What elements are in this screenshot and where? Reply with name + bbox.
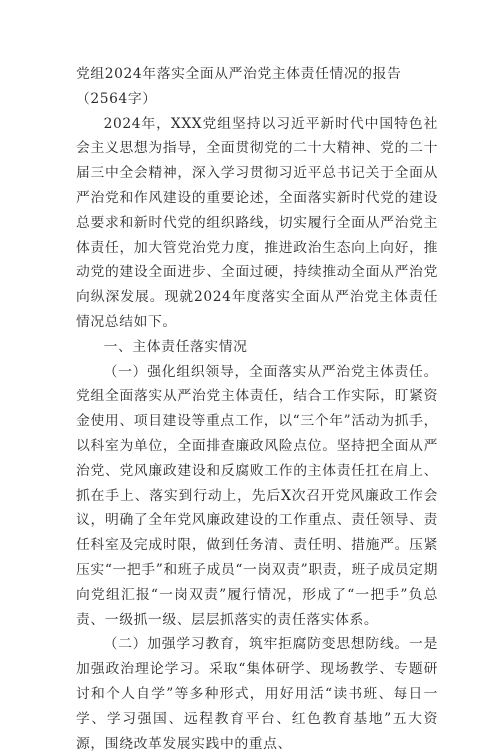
document-title: 党组2024年落实全面从严治党主体责任情况的报告（2564字）	[76, 66, 402, 107]
section-heading: 一、主体责任落实情况	[103, 338, 248, 355]
body-paragraph: （二）加强学习教育，筑牢拒腐防变思想防线。一是加强政治理论学习。采取“集体研学、现场教学、专题研讨和个人自学”等多种形式，用好用活“读书班、每日一学、学习强国、远程教育平台、红色教育基地”五大资源，围绕改革发展实践中的重点、	[76, 636, 438, 752]
document-body	[76, 62, 438, 756]
intro-paragraph: 2024年，XXX党组坚持以习近平新时代中国特色社会主义思想为指导，全面贯彻党的二十大精神、党的二十届三中全会精神，深入学习贯彻习近平总书记关于全面从严治党和作风建设的重要论述，全面落实新时代党的建设总要求和新时代党的组织路线，切实履行全面从严治党主体责任，加大管党治党力度，推进政治生态向上向好，推动党的建设全面进步、全面过硬，持续推动全面从严治党向纵深发展。现就2024年度落实全面从严治党主体责任情况总结如下。	[76, 115, 438, 330]
body-paragraph: （一）强化组织领导，全面落实从严治党主体责任。党组全面落实从严治党主体责任，结合工作实际，盯紧资金使用、项目建设等重点工作，以“三个年”活动为抓手，以科室为单位，全面排查廉政风险点位。坚持把全面从严治党、党风廉政建设和反腐败工作的主体责任扛在肩上、抓在手上、落实到行动上，先后X次召开党风廉政工作会议，明确了全年党风廉政建设的工作重点、责任领导、责任科室及完成时限，做到任务清、责任明、措施严。压紧压实“一把手”和班子成员“一岗双责”职责，班子成员定期向党组汇报“一岗双责”履行情况，形成了“一把手”负总责、一级抓一级、层层抓落实的责任落实体系。	[76, 363, 438, 628]
